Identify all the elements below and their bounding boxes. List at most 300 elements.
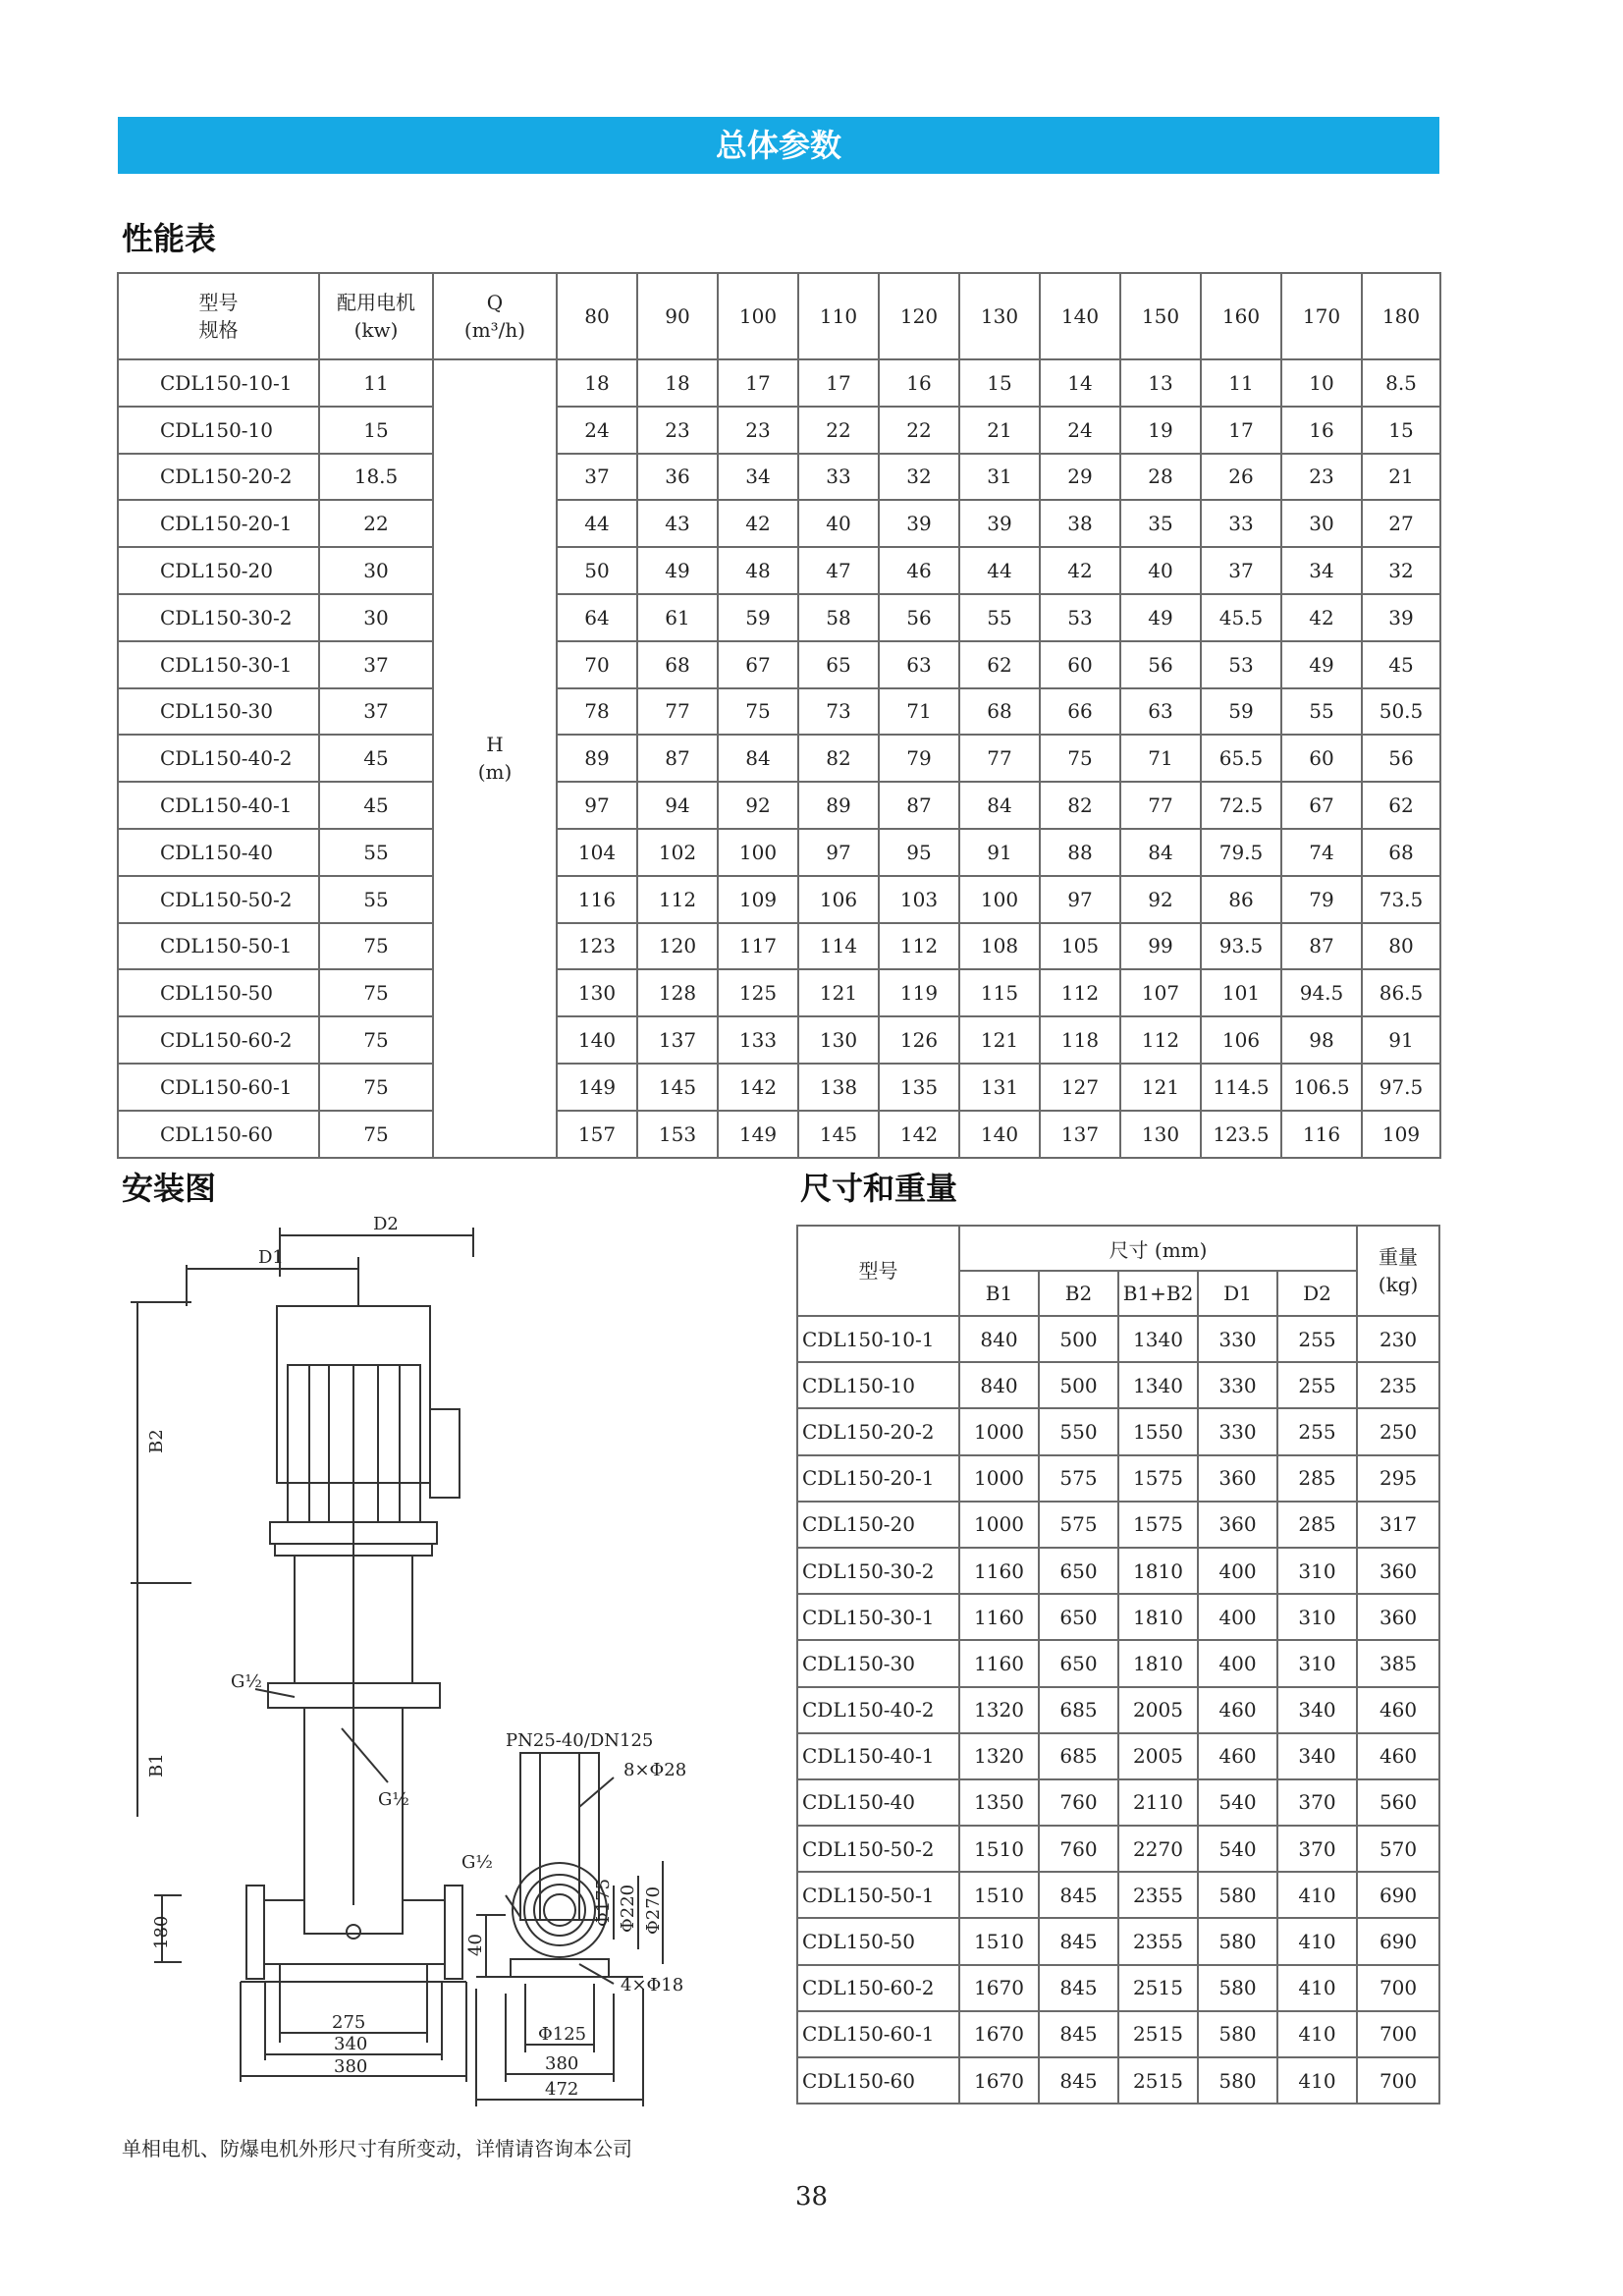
dimension-cell: 460 xyxy=(1198,1687,1277,1733)
performance-table xyxy=(117,272,1441,1159)
motor-cell: 75 xyxy=(319,1016,433,1064)
head-value-cell: 149 xyxy=(557,1064,637,1111)
head-value-cell: 140 xyxy=(557,1016,637,1064)
head-value-cell: 128 xyxy=(637,969,718,1016)
head-value-cell: 77 xyxy=(637,688,718,736)
table-row xyxy=(797,2057,1439,2104)
dimension-cell: 2005 xyxy=(1118,1733,1198,1779)
head-value-cell: 39 xyxy=(1362,594,1440,641)
header-flow-value: 100 xyxy=(718,273,798,359)
head-value-cell: 50 xyxy=(557,547,637,594)
head-value-cell: 119 xyxy=(879,969,959,1016)
head-value-cell: 121 xyxy=(798,969,879,1016)
label-phi220: Φ220 xyxy=(618,1884,638,1933)
head-value-cell: 112 xyxy=(1120,1016,1201,1064)
head-value-cell: 74 xyxy=(1281,829,1362,876)
head-value-cell: 37 xyxy=(1201,547,1281,594)
dimension-cell: 310 xyxy=(1277,1640,1357,1686)
model-cell: CDL150-10-1 xyxy=(118,359,319,407)
head-value-cell: 58 xyxy=(798,594,879,641)
motor-cell: 75 xyxy=(319,969,433,1016)
weight-cell: 690 xyxy=(1357,1918,1439,1964)
dimension-cell: 285 xyxy=(1277,1455,1357,1502)
motor-cell: 15 xyxy=(319,407,433,454)
head-value-cell: 102 xyxy=(637,829,718,876)
head-value-cell: 55 xyxy=(959,594,1040,641)
weight-cell: 700 xyxy=(1357,2057,1439,2104)
head-value-cell: 100 xyxy=(718,829,798,876)
model-cell: CDL150-20 xyxy=(797,1502,959,1548)
dimension-cell: 1810 xyxy=(1118,1548,1198,1594)
head-value-cell: 87 xyxy=(1281,923,1362,970)
head-value-cell: 92 xyxy=(718,782,798,829)
head-value-cell: 84 xyxy=(959,782,1040,829)
head-value-cell: 59 xyxy=(718,594,798,641)
head-value-cell: 123 xyxy=(557,923,637,970)
head-value-cell: 45 xyxy=(1362,641,1440,688)
head-value-cell: 106 xyxy=(1201,1016,1281,1064)
head-value-cell: 126 xyxy=(879,1016,959,1064)
table-row xyxy=(118,454,1440,501)
head-value-cell: 62 xyxy=(959,641,1040,688)
head-value-cell: 130 xyxy=(798,1016,879,1064)
head-value-cell: 130 xyxy=(557,969,637,1016)
head-value-cell: 18 xyxy=(557,359,637,407)
dimension-cell: 2005 xyxy=(1118,1687,1198,1733)
dimension-cell: 1340 xyxy=(1118,1362,1198,1408)
head-value-cell: 79 xyxy=(1281,876,1362,923)
head-value-cell: 43 xyxy=(637,500,718,547)
head-value-cell: 116 xyxy=(1281,1111,1362,1158)
head-value-cell: 109 xyxy=(718,876,798,923)
head-value-cell: 88 xyxy=(1040,829,1120,876)
model-cell: CDL150-40 xyxy=(118,829,319,876)
label-phi270: Φ270 xyxy=(643,1886,664,1935)
head-value-cell: 93.5 xyxy=(1201,923,1281,970)
dimensions-header-row xyxy=(797,1226,1439,1271)
head-value-cell: 68 xyxy=(637,641,718,688)
model-cell: CDL150-40 xyxy=(797,1779,959,1826)
dimension-cell: 580 xyxy=(1198,1965,1277,2011)
dimension-cell: 330 xyxy=(1198,1316,1277,1362)
head-value-cell: 15 xyxy=(1362,407,1440,454)
head-value-cell: 39 xyxy=(959,500,1040,547)
dimension-cell: 340 xyxy=(1277,1687,1357,1733)
header-flow-value: 140 xyxy=(1040,273,1120,359)
table-row xyxy=(797,1455,1439,1502)
table-row xyxy=(797,1965,1439,2011)
dimension-cell: 410 xyxy=(1277,1965,1357,2011)
head-value-cell: 16 xyxy=(879,359,959,407)
dimension-cell: 460 xyxy=(1198,1733,1277,1779)
header-flow-value: 90 xyxy=(637,273,718,359)
head-value-cell: 19 xyxy=(1120,407,1201,454)
head-value-cell: 63 xyxy=(1120,688,1201,736)
label-d1: D1 xyxy=(258,1247,284,1268)
head-value-cell: 32 xyxy=(1362,547,1440,594)
dimension-cell: 360 xyxy=(1198,1455,1277,1502)
motor-cell: 18.5 xyxy=(319,454,433,501)
head-value-cell: 140 xyxy=(959,1111,1040,1158)
dimension-cell: 845 xyxy=(1039,1918,1118,1964)
motor-cell: 37 xyxy=(319,688,433,736)
table-row xyxy=(118,735,1440,782)
head-value-cell: 89 xyxy=(798,782,879,829)
motor-cell: 75 xyxy=(319,1111,433,1158)
head-value-cell: 39 xyxy=(879,500,959,547)
head-value-cell: 112 xyxy=(879,923,959,970)
header-flow: Q (m³/h) xyxy=(433,273,557,359)
head-value-cell: 47 xyxy=(798,547,879,594)
head-value-cell: 79.5 xyxy=(1201,829,1281,876)
table-row xyxy=(797,1826,1439,1872)
dimension-cell: 650 xyxy=(1039,1640,1118,1686)
head-value-cell: 26 xyxy=(1201,454,1281,501)
label-phi125: Φ125 xyxy=(538,2024,587,2045)
table-row xyxy=(797,1687,1439,1733)
head-value-cell: 45.5 xyxy=(1201,594,1281,641)
head-value-cell: 8.5 xyxy=(1362,359,1440,407)
head-value-cell: 142 xyxy=(879,1111,959,1158)
table-row xyxy=(797,1502,1439,1548)
dimension-cell: 2270 xyxy=(1118,1826,1198,1872)
dimension-cell: 500 xyxy=(1039,1362,1118,1408)
performance-header-row xyxy=(118,273,1440,359)
head-value-cell: 24 xyxy=(1040,407,1120,454)
dimension-cell: 550 xyxy=(1039,1408,1118,1454)
head-value-cell: 60 xyxy=(1040,641,1120,688)
head-value-cell: 67 xyxy=(1281,782,1362,829)
header-motor: 配用电机 (kw) xyxy=(319,273,433,359)
head-value-cell: 89 xyxy=(557,735,637,782)
table-row xyxy=(118,1064,1440,1111)
model-cell: CDL150-50 xyxy=(797,1918,959,1964)
head-value-cell: 105 xyxy=(1040,923,1120,970)
header-model: 型号 规格 xyxy=(118,273,319,359)
label-w275: 275 xyxy=(332,2012,366,2033)
weight-cell: 235 xyxy=(1357,1362,1439,1408)
head-value-cell: 137 xyxy=(637,1016,718,1064)
header-flow-value: 120 xyxy=(879,273,959,359)
weight-cell: 250 xyxy=(1357,1408,1439,1454)
head-value-cell: 34 xyxy=(718,454,798,501)
model-cell: CDL150-60 xyxy=(797,2057,959,2104)
head-value-cell: 73 xyxy=(798,688,879,736)
dimension-cell: 255 xyxy=(1277,1408,1357,1454)
head-value-cell: 29 xyxy=(1040,454,1120,501)
dimension-cell: 340 xyxy=(1277,1733,1357,1779)
head-value-cell: 63 xyxy=(879,641,959,688)
head-value-cell: 109 xyxy=(1362,1111,1440,1158)
model-cell: CDL150-20-1 xyxy=(118,500,319,547)
weight-cell: 700 xyxy=(1357,2011,1439,2057)
head-value-cell: 24 xyxy=(557,407,637,454)
dimension-cell: 845 xyxy=(1039,1965,1118,2011)
table-row xyxy=(118,829,1440,876)
model-cell: CDL150-30 xyxy=(797,1640,959,1686)
header-flow-value: 180 xyxy=(1362,273,1440,359)
head-value-cell: 64 xyxy=(557,594,637,641)
table-row xyxy=(797,1362,1439,1408)
head-value-cell: 73.5 xyxy=(1362,876,1440,923)
head-value-cell: 91 xyxy=(959,829,1040,876)
head-value-cell: 95 xyxy=(879,829,959,876)
motor-cell: 30 xyxy=(319,594,433,641)
dimension-cell: 1670 xyxy=(959,2011,1039,2057)
dimension-cell: 1000 xyxy=(959,1502,1039,1548)
dimension-cell: 580 xyxy=(1198,1918,1277,1964)
dimension-cell: 285 xyxy=(1277,1502,1357,1548)
head-value-cell: 97.5 xyxy=(1362,1064,1440,1111)
model-cell: CDL150-30-1 xyxy=(118,641,319,688)
head-value-cell: 82 xyxy=(798,735,879,782)
table-row xyxy=(797,1316,1439,1362)
head-value-cell: 92 xyxy=(1120,876,1201,923)
dimension-cell: 310 xyxy=(1277,1594,1357,1640)
head-value-cell: 104 xyxy=(557,829,637,876)
label-g-half-b: G½ xyxy=(378,1789,409,1810)
head-value-cell: 56 xyxy=(879,594,959,641)
table-row xyxy=(797,1408,1439,1454)
dimension-cell: 1350 xyxy=(959,1779,1039,1826)
head-value-cell: 145 xyxy=(798,1111,879,1158)
head-value-cell: 91 xyxy=(1362,1016,1440,1064)
table-row xyxy=(118,969,1440,1016)
label-w340: 340 xyxy=(334,2034,368,2054)
table-row xyxy=(797,1779,1439,1826)
head-value-cell: 94 xyxy=(637,782,718,829)
head-value-cell: 15 xyxy=(959,359,1040,407)
weight-cell: 360 xyxy=(1357,1594,1439,1640)
motor-cell: 75 xyxy=(319,923,433,970)
dimension-cell: 650 xyxy=(1039,1594,1118,1640)
dimension-cell: 540 xyxy=(1198,1779,1277,1826)
head-value-cell: 23 xyxy=(718,407,798,454)
model-cell: CDL150-60 xyxy=(118,1111,319,1158)
table-row xyxy=(118,1016,1440,1064)
head-value-cell: 49 xyxy=(1120,594,1201,641)
weight-cell: 295 xyxy=(1357,1455,1439,1502)
dimension-cell: 2355 xyxy=(1118,1918,1198,1964)
label-h40: 40 xyxy=(465,1934,486,1956)
table-row xyxy=(797,1872,1439,1918)
head-value-cell: 98 xyxy=(1281,1016,1362,1064)
dimension-cell: 580 xyxy=(1198,2011,1277,2057)
label-w380a: 380 xyxy=(334,2056,368,2077)
motor-cell: 45 xyxy=(319,782,433,829)
head-value-cell: 86 xyxy=(1201,876,1281,923)
table-row xyxy=(797,1733,1439,1779)
head-value-cell: 135 xyxy=(879,1064,959,1111)
head-value-cell: 33 xyxy=(798,454,879,501)
head-value-cell: 17 xyxy=(798,359,879,407)
model-cell: CDL150-60-2 xyxy=(118,1016,319,1064)
dimension-cell: 255 xyxy=(1277,1316,1357,1362)
head-value-cell: 153 xyxy=(637,1111,718,1158)
dimension-cell: 500 xyxy=(1039,1316,1118,1362)
head-value-cell: 106 xyxy=(798,876,879,923)
head-value-cell: 44 xyxy=(557,500,637,547)
dimension-cell: 685 xyxy=(1039,1733,1118,1779)
head-value-cell: 116 xyxy=(557,876,637,923)
head-value-cell: 115 xyxy=(959,969,1040,1016)
head-value-cell: 84 xyxy=(1120,829,1201,876)
head-value-cell: 62 xyxy=(1362,782,1440,829)
dimension-cell: 1575 xyxy=(1118,1502,1198,1548)
head-value-cell: 118 xyxy=(1040,1016,1120,1064)
header-flow-value: 80 xyxy=(557,273,637,359)
model-cell: CDL150-20-2 xyxy=(118,454,319,501)
dimension-cell: 1160 xyxy=(959,1594,1039,1640)
model-cell: CDL150-30-1 xyxy=(797,1594,959,1640)
head-value-cell: 121 xyxy=(959,1016,1040,1064)
dimension-cell: 1810 xyxy=(1118,1640,1198,1686)
header-weight: 重量 (kg) xyxy=(1357,1226,1439,1316)
dimension-cell: 1510 xyxy=(959,1826,1039,1872)
head-value-cell: 100 xyxy=(959,876,1040,923)
weight-cell: 230 xyxy=(1357,1316,1439,1362)
head-value-cell: 86.5 xyxy=(1362,969,1440,1016)
head-value-cell: 66 xyxy=(1040,688,1120,736)
head-value-cell: 157 xyxy=(557,1111,637,1158)
header-d1: D1 xyxy=(1198,1271,1277,1316)
label-g-half-a: G½ xyxy=(231,1671,262,1692)
dimension-cell: 1670 xyxy=(959,2057,1039,2104)
head-value-cell: 121 xyxy=(1120,1064,1201,1111)
head-value-cell: 87 xyxy=(879,782,959,829)
dimension-cell: 840 xyxy=(959,1362,1039,1408)
head-value-cell: 17 xyxy=(1201,407,1281,454)
model-cell: CDL150-60-1 xyxy=(797,2011,959,2057)
header-dim-model: 型号 xyxy=(797,1226,959,1316)
head-value-cell: 56 xyxy=(1120,641,1201,688)
dimension-cell: 1160 xyxy=(959,1640,1039,1686)
performance-title: 性能表 xyxy=(122,220,217,257)
dimension-cell: 1320 xyxy=(959,1733,1039,1779)
section-banner: 总体参数 xyxy=(118,117,1439,174)
head-value-cell: 42 xyxy=(718,500,798,547)
head-value-cell: 82 xyxy=(1040,782,1120,829)
dimension-cell: 575 xyxy=(1039,1502,1118,1548)
label-b1: B1 xyxy=(146,1753,167,1777)
head-value-cell: 32 xyxy=(879,454,959,501)
head-value-cell: 123.5 xyxy=(1201,1111,1281,1158)
header-b2: B2 xyxy=(1039,1271,1118,1316)
head-label-cell: H (m) xyxy=(433,359,557,1158)
head-value-cell: 77 xyxy=(1120,782,1201,829)
model-cell: CDL150-50-2 xyxy=(118,876,319,923)
model-cell: CDL150-40-1 xyxy=(797,1733,959,1779)
head-value-cell: 78 xyxy=(557,688,637,736)
motor-cell: 55 xyxy=(319,876,433,923)
table-row xyxy=(797,1548,1439,1594)
head-value-cell: 133 xyxy=(718,1016,798,1064)
weight-cell: 460 xyxy=(1357,1733,1439,1779)
label-flange: PN25-40/DN125 xyxy=(506,1730,654,1751)
weight-cell: 700 xyxy=(1357,1965,1439,2011)
head-value-cell: 84 xyxy=(718,735,798,782)
model-cell: CDL150-30-2 xyxy=(118,594,319,641)
dimension-cell: 1670 xyxy=(959,1965,1039,2011)
dimension-cell: 1810 xyxy=(1118,1594,1198,1640)
dimension-cell: 1575 xyxy=(1118,1455,1198,1502)
head-value-cell: 42 xyxy=(1281,594,1362,641)
head-value-cell: 77 xyxy=(959,735,1040,782)
head-value-cell: 50.5 xyxy=(1362,688,1440,736)
model-cell: CDL150-40-1 xyxy=(118,782,319,829)
head-value-cell: 114 xyxy=(798,923,879,970)
head-value-cell: 35 xyxy=(1120,500,1201,547)
table-row xyxy=(118,782,1440,829)
head-value-cell: 137 xyxy=(1040,1111,1120,1158)
head-value-cell: 60 xyxy=(1281,735,1362,782)
head-value-cell: 149 xyxy=(718,1111,798,1158)
weight-cell: 317 xyxy=(1357,1502,1439,1548)
head-value-cell: 72.5 xyxy=(1201,782,1281,829)
header-d2: D2 xyxy=(1277,1271,1357,1316)
head-value-cell: 37 xyxy=(557,454,637,501)
dimension-cell: 2110 xyxy=(1118,1779,1198,1826)
head-value-cell: 70 xyxy=(557,641,637,688)
head-value-cell: 94.5 xyxy=(1281,969,1362,1016)
head-value-cell: 10 xyxy=(1281,359,1362,407)
head-value-cell: 18 xyxy=(637,359,718,407)
head-value-cell: 75 xyxy=(1040,735,1120,782)
dimension-cell: 1340 xyxy=(1118,1316,1198,1362)
head-value-cell: 36 xyxy=(637,454,718,501)
head-value-cell: 31 xyxy=(959,454,1040,501)
head-value-cell: 34 xyxy=(1281,547,1362,594)
dimension-cell: 540 xyxy=(1198,1826,1277,1872)
dimension-cell: 360 xyxy=(1198,1502,1277,1548)
head-value-cell: 68 xyxy=(959,688,1040,736)
dimension-cell: 2355 xyxy=(1118,1872,1198,1918)
head-value-cell: 53 xyxy=(1040,594,1120,641)
dimension-cell: 575 xyxy=(1039,1455,1118,1502)
head-value-cell: 46 xyxy=(879,547,959,594)
dimension-cell: 370 xyxy=(1277,1779,1357,1826)
dimension-cell: 1510 xyxy=(959,1918,1039,1964)
head-value-cell: 68 xyxy=(1362,829,1440,876)
motor-cell: 30 xyxy=(319,547,433,594)
head-value-cell: 106.5 xyxy=(1281,1064,1362,1111)
motor-cell: 55 xyxy=(319,829,433,876)
head-value-cell: 138 xyxy=(798,1064,879,1111)
head-value-cell: 55 xyxy=(1281,688,1362,736)
head-value-cell: 56 xyxy=(1362,735,1440,782)
head-value-cell: 42 xyxy=(1040,547,1120,594)
model-cell: CDL150-20 xyxy=(118,547,319,594)
head-value-cell: 30 xyxy=(1281,500,1362,547)
head-value-cell: 107 xyxy=(1120,969,1201,1016)
head-value-cell: 142 xyxy=(718,1064,798,1111)
model-cell: CDL150-10 xyxy=(797,1362,959,1408)
model-cell: CDL150-10-1 xyxy=(797,1316,959,1362)
head-value-cell: 65 xyxy=(798,641,879,688)
head-value-cell: 28 xyxy=(1120,454,1201,501)
head-value-cell: 21 xyxy=(959,407,1040,454)
label-w380b: 380 xyxy=(545,2053,579,2074)
head-value-cell: 17 xyxy=(718,359,798,407)
dimension-cell: 845 xyxy=(1039,2057,1118,2104)
motor-cell: 75 xyxy=(319,1064,433,1111)
dimension-cell: 580 xyxy=(1198,2057,1277,2104)
head-value-cell: 23 xyxy=(637,407,718,454)
head-value-cell: 59 xyxy=(1201,688,1281,736)
model-cell: CDL150-10 xyxy=(118,407,319,454)
label-d2: D2 xyxy=(373,1214,399,1234)
dimension-cell: 400 xyxy=(1198,1594,1277,1640)
